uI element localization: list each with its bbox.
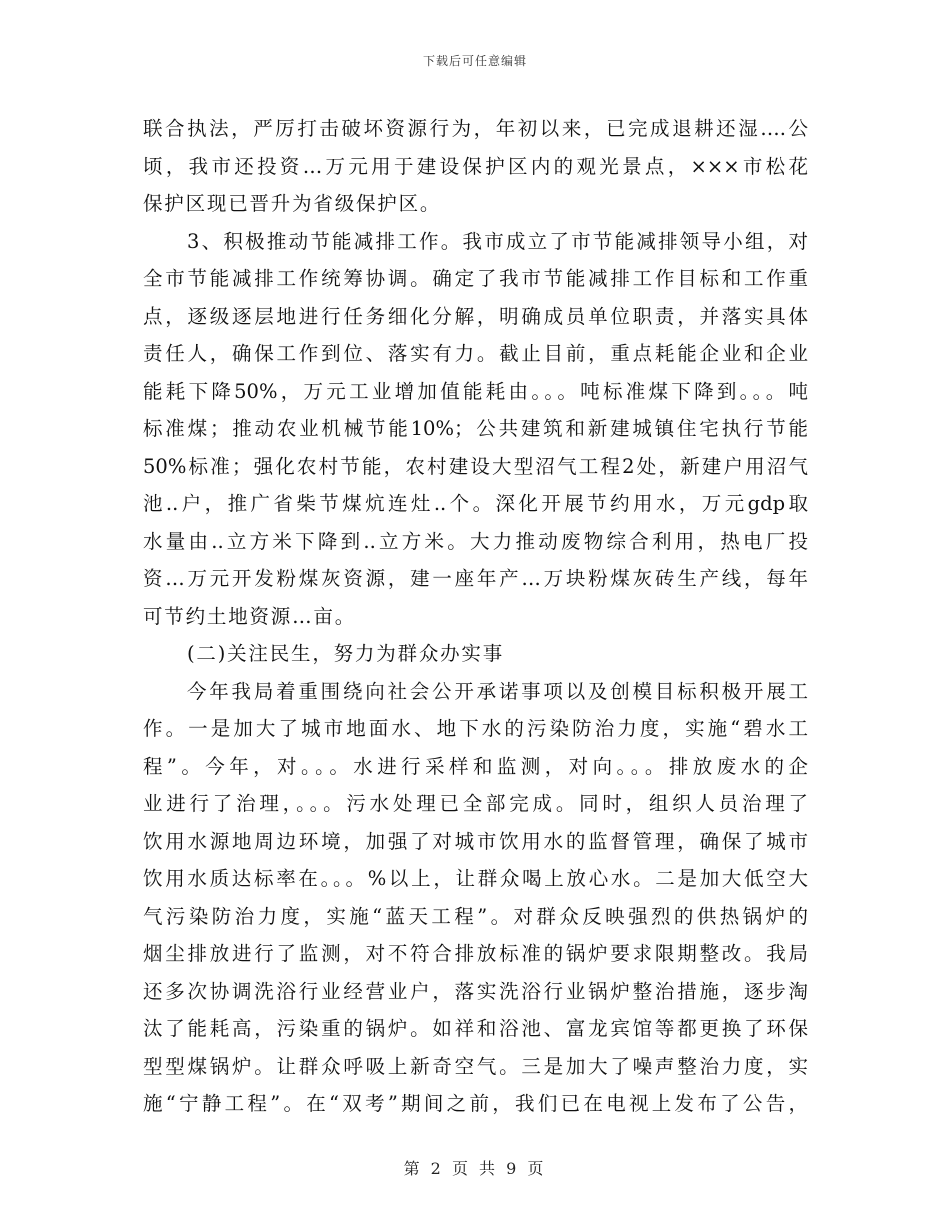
text-line: 3、积极推动节能减排工作。我市成立了市节能减排领导小组，对 — [187, 229, 808, 253]
text-line: 责任人，确保工作到位、落实有力。截止目前，重点耗能企业和企业 — [143, 342, 808, 365]
text-line: 池..户，推广省柴节煤炕连灶..个。深化开展节约用水，万元gdp取 — [143, 492, 808, 515]
text-line: 气污染防治力度，实施“蓝天工程”。对群众反映强烈的供热锅炉的 — [143, 904, 808, 928]
text-line: 可节约土地资源…亩。 — [143, 604, 357, 628]
text-line: 汰了能耗高，污染重的锅炉。如祥和浴池、富龙宾馆等都更换了环保 — [143, 1017, 808, 1040]
text-line: 点，逐级逐层地进行任务细化分解，明确成员单位职责，并落实具体 — [143, 304, 808, 328]
text-line: 水量由..立方米下降到..立方米。大力推动废物综合利用，热电厂投 — [143, 529, 808, 553]
page-footer: 第 2 页 共 9 页 — [403, 1159, 547, 1178]
text-line: 标准煤；推动农业机械节能10%；公共建筑和新建城镇住宅执行节能 — [143, 417, 808, 440]
text-line: 程”。今年，对。。。水进行采样和监测，对向。。。排放废水的企 — [143, 754, 808, 778]
text-line: 作。一是加大了城市地面水、地下水的污染防治力度，实施“碧水工 — [143, 717, 808, 740]
text-line: 型型煤锅炉。让群众呼吸上新奇空气。三是加大了噪声整治力度，实 — [143, 1054, 808, 1078]
text-line: 保护区现已晋升为省级保护区。 — [143, 192, 442, 215]
text-line: 能耗下降50%，万元工业增加值能耗由。。。吨标准煤下降到。。。吨 — [143, 379, 808, 403]
text-line: 顷，我市还投资…万元用于建设保护区内的观光景点，×××市松花 — [143, 154, 808, 178]
text-line: 50%标准；强化农村节能，农村建设大型沼气工程2处，新建户用沼气 — [143, 454, 808, 478]
document-body — [143, 110, 808, 1123]
text-line: 全市节能减排工作统筹协调。确定了我市节能减排工作目标和工作重 — [143, 267, 808, 290]
text-line: 还多次协调洗浴行业经营业户，落实洗浴行业锅炉整治措施，逐步淘 — [143, 979, 808, 1003]
text-line: 烟尘排放进行了监测，对不符合排放标准的锅炉要求限期整改。我局 — [143, 942, 808, 965]
text-line: (二)关注民生，努力为群众办实事 — [187, 642, 505, 665]
page-header: 下载后可任意编辑 — [422, 54, 527, 68]
text-line: 施“宁静工程”。在“双考”期间之前，我们已在电视上发布了公告， — [143, 1092, 808, 1115]
text-line: 饮用水质达标率在。。。%以上，让群众喝上放心水。二是加大低空大 — [143, 867, 808, 890]
text-line: 饮用水源地周边环境，加强了对城市饮用水的监督管理，确保了城市 — [143, 829, 808, 853]
text-line: 今年我局着重围绕向社会公开承诺事项以及创模目标积极开展工 — [187, 679, 808, 703]
text-line: 联合执法，严厉打击破坏资源行为，年初以来，已完成退耕还湿….公 — [143, 117, 808, 140]
text-line: 业进行了治理，。。。污水处理已全部完成。同时，组织人员治理了 — [143, 792, 808, 815]
text-line: 资…万元开发粉煤灰资源，建一座年产…万块粉煤灰砖生产线，每年 — [143, 567, 808, 590]
